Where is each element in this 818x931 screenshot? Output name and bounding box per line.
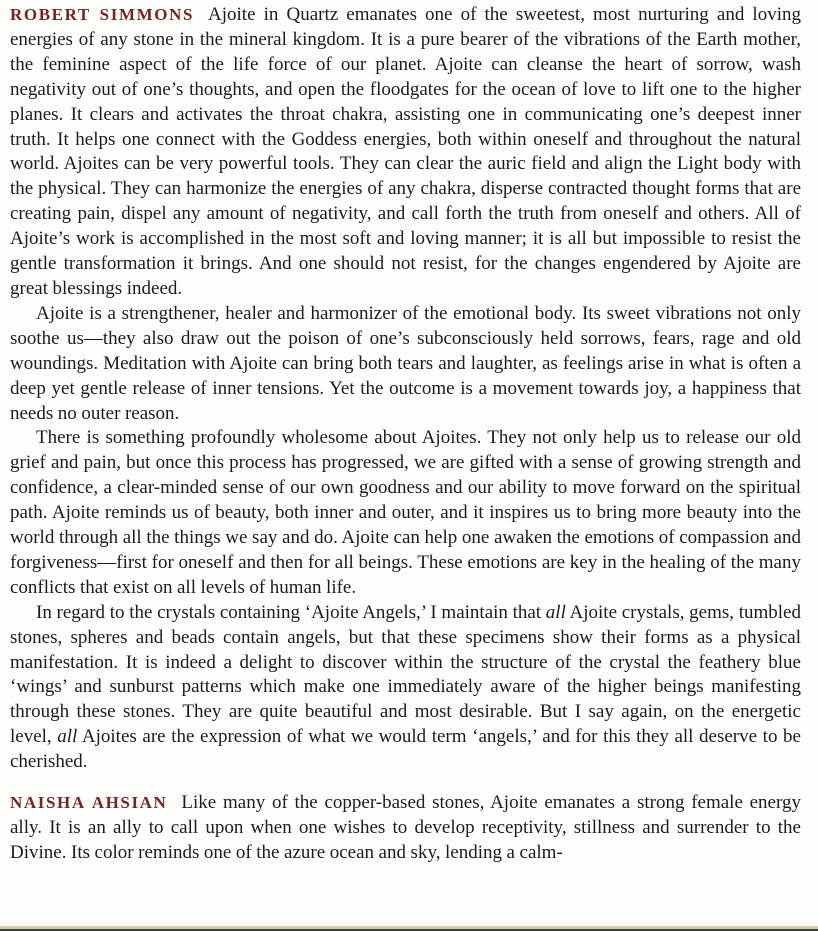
paragraph-text: Ajoite crystals, gems, tumbled stones, spheres and beads contain angels, but that these specimens show their forms as a physical manifestation. It is indeed a delight to discover within the structure of the crystal the feathery blue ‘wings’ and sunburst patterns which make one immediately aware of the higher beings manifesting through these stones. They are quite beautiful and most desirable. But I say again, on the energetic level,: [10, 601, 801, 748]
paragraph-ahsian-1: [10, 791, 801, 866]
paragraph-text: Ajoites are the expression of what we would term ‘angels,’ and for this they all deserve to be cherished.: [10, 726, 801, 773]
author-naisha-ahsian: NAISHA AHSIAN: [10, 793, 168, 813]
italic-all-emphasis: all: [57, 726, 78, 748]
italic-all-emphasis: all: [545, 601, 566, 623]
paragraph-text: Ajoite in Quartz emanates one of the sweetest, most nurturing and loving energies of any stone in the mineral kingdom. It is a pure bearer of the vibrations of the Earth mother, the feminine aspect of the life force of our planet. Ajoite can cleanse the heart of sorrow, wash negativity out of one’s thoughts, and open the floodgates for the ocean of love to lift one to the higher planes. It clears and activates the throat chakra, assisting one in communicating one’s deepest inner truth. It helps one connect with the Goddess energies, both within oneself and throughout the natural world. Ajoites can be very powerful tools. They can clear the auric field and align the Light body with the physical. They can harmonize the energies of any chakra, disperse contracted thought forms that are creating pain, dispel any amount of negativity, and call forth the truth from oneself and others. All of Ajoite’s work is accomplished in the most soft and loving manner; it is all but impossible to resist the gentle transformation it brings. And one should not resist, for the changes engendered by Ajoite are great blessings indeed.: [10, 4, 801, 299]
paragraph-simmons-2: Ajoite is a strengthener, healer and harmonizer of the emotional body. Its sweet vibrations not only soothe us—they also draw out the poison of one’s subconsciously held sorrows, fears, rage and old woundings. Meditation with Ajoite can bring both tears and laughter, as feelings arise in what is often a deep yet gentle release of inner tensions. Yet the outcome is a movement towards joy, a happiness that needs no outer reason.: [10, 302, 801, 424]
paragraph-simmons-1: [10, 3, 801, 302]
paragraph-text: Like many of the copper-based stones, Ajoite emanates a strong female energy ally. It is an ally to call upon when one wishes to develop receptivity, stillness and surrender to the Divine. Its color reminds one of the azure ocean and sky, lending a calm-: [10, 792, 801, 863]
paragraph-simmons-3: There is something profoundly wholesome about Ajoites. They not only help us to release our old grief and pain, but once this process has progressed, we are gifted with a sense of growing strength and confidence, a clear-minded sense of our own goodness and our ability to move forward on the spiritual path. Ajoite reminds us of beauty, both inner and outer, and it inspires us to bring more beauty into the world through all the things we say and do. Ajoite can help one awaken the emotions of compassion and forgiveness—first for oneself and then for all beings. These emotions are key in the healing of the many conflicts that exist on all levels of human life.: [10, 427, 801, 598]
paragraph-text: In regard to the crystals containing ‘Ajoite Angels,’ I maintain that: [36, 601, 546, 623]
author-robert-simmons: ROBERT SIMMONS: [10, 5, 195, 24]
page-bottom-rule: [0, 926, 818, 931]
paragraph-simmons-4: [10, 601, 801, 775]
